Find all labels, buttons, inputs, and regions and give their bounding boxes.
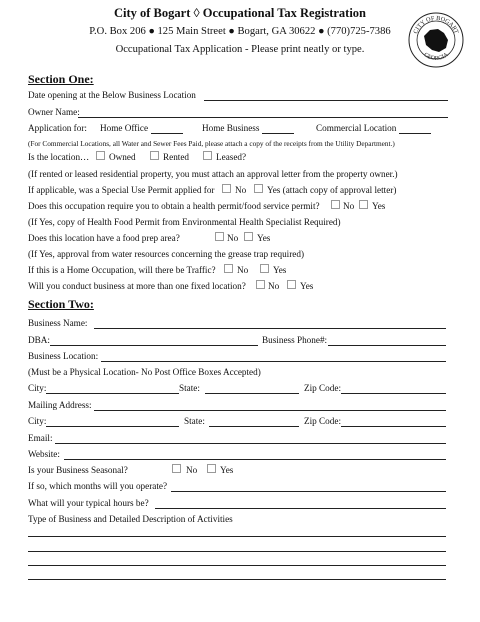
health-permit-label: Does this occupation require you to obtain a health permit/food service permit?	[28, 201, 320, 211]
mailing-zip-field[interactable]	[341, 426, 446, 427]
mailing-zip-label: Zip Code:	[304, 416, 342, 426]
seasonal-no-label: No	[186, 465, 198, 475]
commercial-note: (For Commercial Locations, all Water and Sewer Fees Paid, please attach a copy of the receipts from the Utility Department.)	[28, 139, 395, 148]
description-line-2[interactable]	[28, 551, 446, 552]
date-opening-label: Date opening at the Below Business Location	[28, 90, 196, 100]
seasonal-no-checkbox[interactable]	[172, 464, 181, 473]
home-office-label: Home Office	[100, 123, 149, 133]
business-name-label: Business Name:	[28, 318, 88, 328]
zip-field[interactable]	[341, 393, 446, 394]
traffic-no-label: No	[237, 265, 249, 275]
home-business-label: Home Business	[202, 123, 260, 133]
rented-checkbox[interactable]	[150, 151, 159, 160]
health-no-checkbox[interactable]	[331, 200, 340, 209]
svg-text:GEORGIA: GEORGIA	[422, 52, 450, 63]
health-no-label: No	[343, 201, 355, 211]
health-yes-label: Yes	[372, 201, 386, 211]
location-is-label: Is the location…	[28, 152, 90, 162]
multi-no-label: No	[268, 281, 280, 291]
health-yes-checkbox[interactable]	[359, 200, 368, 209]
owner-name-field[interactable]	[78, 117, 448, 118]
commercial-location-field[interactable]	[399, 133, 431, 134]
dba-label: DBA:	[28, 335, 50, 345]
food-note: (If Yes, approval from water resources concerning the grease trap required)	[28, 249, 305, 259]
section-one-heading: Section One:	[28, 72, 94, 86]
description-label: Type of Business and Detailed Description of Activities	[28, 514, 233, 524]
which-months-field[interactable]	[171, 491, 446, 492]
rented-note: (If rented or leased residential property, you must attach an approval letter from the property owner.)	[28, 169, 398, 179]
mailing-address-label: Mailing Address:	[28, 400, 92, 410]
email-label: Email:	[28, 433, 53, 443]
form-title: City of Bogart ◊ Occupational Tax Registration	[113, 6, 366, 20]
physical-note: (Must be a Physical Location- No Post Office Boxes Accepted)	[28, 367, 261, 377]
mailing-address-field[interactable]	[94, 410, 446, 411]
special-use-yes-label: Yes (attach copy of approval letter)	[267, 185, 397, 195]
special-use-no-label: No	[235, 185, 247, 195]
owner-name-label: Owner Name:	[28, 107, 80, 117]
email-field[interactable]	[55, 443, 446, 444]
mailing-city-field[interactable]	[46, 426, 179, 427]
home-business-field[interactable]	[262, 133, 294, 134]
dba-field[interactable]	[50, 345, 258, 346]
application-for-label: Application for:	[28, 123, 87, 133]
seasonal-yes-label: Yes	[220, 465, 234, 475]
city-field[interactable]	[46, 393, 179, 394]
business-phone-label: Business Phone#:	[262, 335, 328, 345]
food-yes-checkbox[interactable]	[244, 232, 253, 241]
date-opening-field[interactable]	[204, 100, 448, 101]
business-location-field[interactable]	[101, 361, 446, 362]
business-location-label: Business Location:	[28, 351, 99, 361]
traffic-yes-label: Yes	[273, 265, 287, 275]
svg-text:CITY OF BOGART: CITY OF BOGART	[412, 14, 460, 35]
food-no-checkbox[interactable]	[215, 232, 224, 241]
hours-label: What will your typical hours be?	[28, 498, 149, 508]
city-seal	[408, 12, 464, 68]
description-line-3[interactable]	[28, 565, 446, 566]
website-label: Website:	[28, 449, 60, 459]
business-phone-field[interactable]	[328, 345, 446, 346]
multi-yes-label: Yes	[300, 281, 314, 291]
seasonal-label: Is your Business Seasonal?	[28, 465, 128, 475]
mailing-state-field[interactable]	[209, 426, 299, 427]
special-use-yes-checkbox[interactable]	[254, 184, 263, 193]
health-note: (If Yes, copy of Health Food Permit from Environmental Health Specialist Required)	[28, 217, 341, 227]
hours-field[interactable]	[155, 508, 446, 509]
special-use-no-checkbox[interactable]	[222, 184, 231, 193]
leased-label: Leased?	[216, 152, 247, 162]
description-line-1[interactable]	[28, 536, 446, 537]
zip-label: Zip Code:	[304, 383, 342, 393]
multi-yes-checkbox[interactable]	[287, 280, 296, 289]
food-no-label: No	[227, 233, 239, 243]
multi-no-checkbox[interactable]	[256, 280, 265, 289]
business-name-field[interactable]	[94, 328, 446, 329]
special-use-label: If applicable, was a Special Use Permit applied for	[28, 185, 215, 195]
instructions-line: Occupational Tax Application - Please print neatly or type.	[115, 44, 365, 55]
mailing-state-label: State:	[184, 416, 205, 426]
seasonal-yes-checkbox[interactable]	[207, 464, 216, 473]
which-months-label: If so, which months will you operate?	[28, 481, 168, 491]
description-line-4[interactable]	[28, 579, 446, 580]
address-line: P.O. Box 206 ● 125 Main Street ● Bogart, GA 30622 ● (770)725-7386	[89, 26, 391, 37]
state-label: State:	[179, 383, 200, 393]
leased-checkbox[interactable]	[203, 151, 212, 160]
state-field[interactable]	[205, 393, 299, 394]
owned-label: Owned	[109, 152, 136, 162]
section-two-heading: Section Two:	[28, 297, 94, 311]
home-office-field[interactable]	[151, 133, 183, 134]
food-yes-label: Yes	[257, 233, 271, 243]
traffic-yes-checkbox[interactable]	[260, 264, 269, 273]
multi-location-label: Will you conduct business at more than one fixed location?	[28, 281, 246, 291]
owned-checkbox[interactable]	[96, 151, 105, 160]
city-label: City:	[28, 383, 47, 393]
traffic-label: If this is a Home Occupation, will there be Traffic?	[28, 265, 216, 275]
rented-label: Rented	[163, 152, 190, 162]
website-field[interactable]	[64, 459, 446, 460]
traffic-no-checkbox[interactable]	[224, 264, 233, 273]
food-prep-label: Does this location have a food prep area?	[28, 233, 180, 243]
mailing-city-label: City:	[28, 416, 47, 426]
commercial-location-label: Commercial Location	[316, 123, 397, 133]
